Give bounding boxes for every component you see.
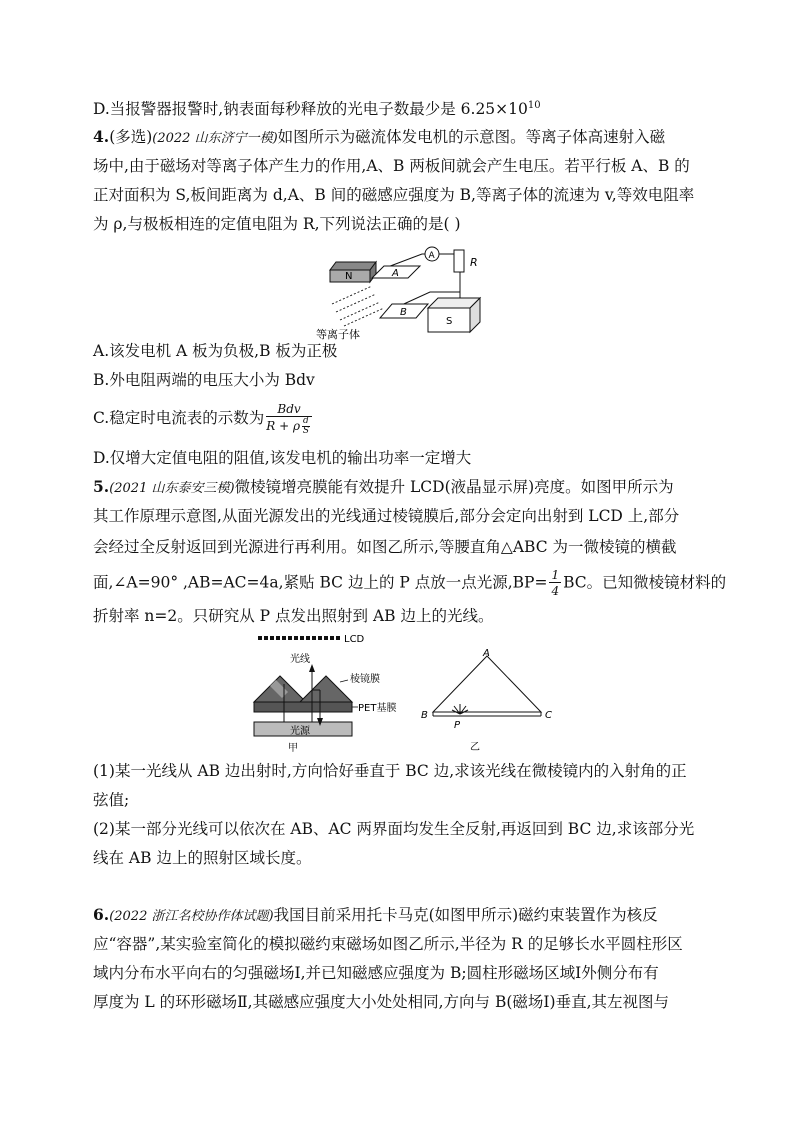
q5-figure-yi xyxy=(418,644,558,756)
q5-stem-line-5: 折射率 n=2。只研究从 P 点发出照射到 AB 边上的光线。 xyxy=(93,607,494,625)
q5-yi-a: A xyxy=(483,648,490,659)
q4-stem-line-1: 4.(多选)(2022 山东济宁一模)如图所示为磁流体发电机的示意图。等离子体高速射入磁 xyxy=(93,127,666,146)
q5-sub2-line-1: (2)某一部分光线可以依次在 AB、AC 两界面均发生全反射,再返回到 BC 边,求该部分光 xyxy=(93,820,695,838)
q5-jia-source: 光源 xyxy=(290,726,310,737)
q4-option-d: D.仅增大定值电阻的阻值,该发电机的输出功率一定增大 xyxy=(93,449,472,467)
q5-yi-b: B xyxy=(421,710,428,721)
q4-option-c: C.稳定时电流表的示数为 Bdv R + ρ $\frac{d}{S}$ xyxy=(93,402,701,436)
q4-label-ammeter: A xyxy=(428,251,435,261)
q4-stem-line-2: 场中,由于磁场对等离子体产生力的作用,A、B 两板间就会产生电压。若平行板 A、B 的 xyxy=(93,157,690,175)
q5-jia-prism-film: 棱镜膜 xyxy=(350,674,380,685)
q4-label-s: S xyxy=(446,316,453,327)
q5-stem-line-4: 面,∠A=90° ,AB=AC=4a,紧贴 BC 边上的 P 点放一点光源,BP= $\frac{1}{4}$ BC。已知微棱镜材料的 xyxy=(93,568,727,598)
q4-label-a: A xyxy=(392,268,399,279)
resistor-icon xyxy=(454,250,464,272)
prism-triangle xyxy=(433,656,541,712)
q4-label-n: N xyxy=(345,271,353,282)
q4-source: (2022 山东济宁一模) xyxy=(152,131,278,146)
q5-jia-caption: 甲 xyxy=(288,743,298,754)
q6-stem-line-2: 应“容器”,某实验室简化的模拟磁约束磁场如图乙所示,半径为 R 的足够长水平圆柱形区 xyxy=(93,935,683,953)
q4-label-r: R xyxy=(470,256,478,269)
q4-option-a: A.该发电机 A 板为负极,B 板为正极 xyxy=(93,342,338,360)
q4-number: 4. xyxy=(93,127,110,146)
q4-stem-line-3: 正对面积为 S,板间距离为 d,A、B 间的磁感应强度为 B,等离子体的流速为 v,等效电阻率 xyxy=(93,186,695,204)
q3-option-d: D.当报警器报警时,钠表面每秒释放的光电子数最少是 $6.25\times 10^{10}$ xyxy=(93,99,541,118)
q5-jia-lcd: LCD xyxy=(344,634,365,645)
q6-stem-line-3: 域内分布水平向右的匀强磁场Ⅰ,并已知磁感应强度为 B;圆柱形磁场区域Ⅰ外侧分布有 xyxy=(93,964,659,982)
q4-label-plasma: 等离子体 xyxy=(316,328,360,341)
q5-figure-jia xyxy=(248,630,418,756)
q5-stem-line-2: 其工作原理示意图,从面光源发出的光线通过棱镜膜后,部分会定向出射到 LCD 上,部分 xyxy=(93,507,680,525)
q5-sub1-line-2: 弦值; xyxy=(93,791,130,809)
q5-number: 5. xyxy=(93,477,110,496)
q5-stem-line-1: 5.(2021 山东泰安三模)微棱镜增亮膜能有效提升 LCD(液晶显示屏)亮度。如图甲所示为 xyxy=(93,477,674,496)
q4-stem-line-4: 为 ρ,与极板相连的定值电阻为 R,下列说法正确的是( ) xyxy=(93,215,461,233)
q6-stem-line-1: 6.(2022 浙江名校协作体试题)我国目前采用托卡马克(如图甲所示)磁约束装置作为核反 xyxy=(93,905,658,924)
q4-option-b: B.外电阻两端的电压大小为 Bdv xyxy=(93,371,315,389)
q5-sub2-line-2: 线在 AB 边上的照射区域长度。 xyxy=(93,849,312,867)
q5-yi-caption: 乙 xyxy=(470,742,480,753)
q5-source: (2021 山东泰安三模) xyxy=(109,481,235,496)
q6-stem-line-4: 厚度为 L 的环形磁场Ⅱ,其磁感应强度大小处处相同,方向与 B(磁场Ⅰ)垂直,其左视图与 xyxy=(93,993,669,1011)
q5-jia-light: 光线 xyxy=(290,654,310,665)
q5-sub1-line-1: (1)某一光线从 AB 边出射时,方向恰好垂直于 BC 边,求该光线在微棱镜内的入射角的正 xyxy=(93,762,687,780)
q4-mhd-generator-figure xyxy=(310,240,510,342)
q5-yi-c: C xyxy=(545,710,552,721)
q4-label-b: B xyxy=(400,307,407,318)
q5-stem-line-3: 会经过全反射返回到光源进行再利用。如图乙所示,等腰直角△ABC 为一微棱镜的横截 xyxy=(93,538,677,556)
q5-jia-pet: PET基膜 xyxy=(358,703,397,714)
q4-tag: (多选) xyxy=(109,128,153,146)
q5-yi-p: P xyxy=(454,720,461,731)
q6-number: 6. xyxy=(93,905,110,924)
q6-source: (2022 浙江名校协作体试题) xyxy=(109,909,274,924)
